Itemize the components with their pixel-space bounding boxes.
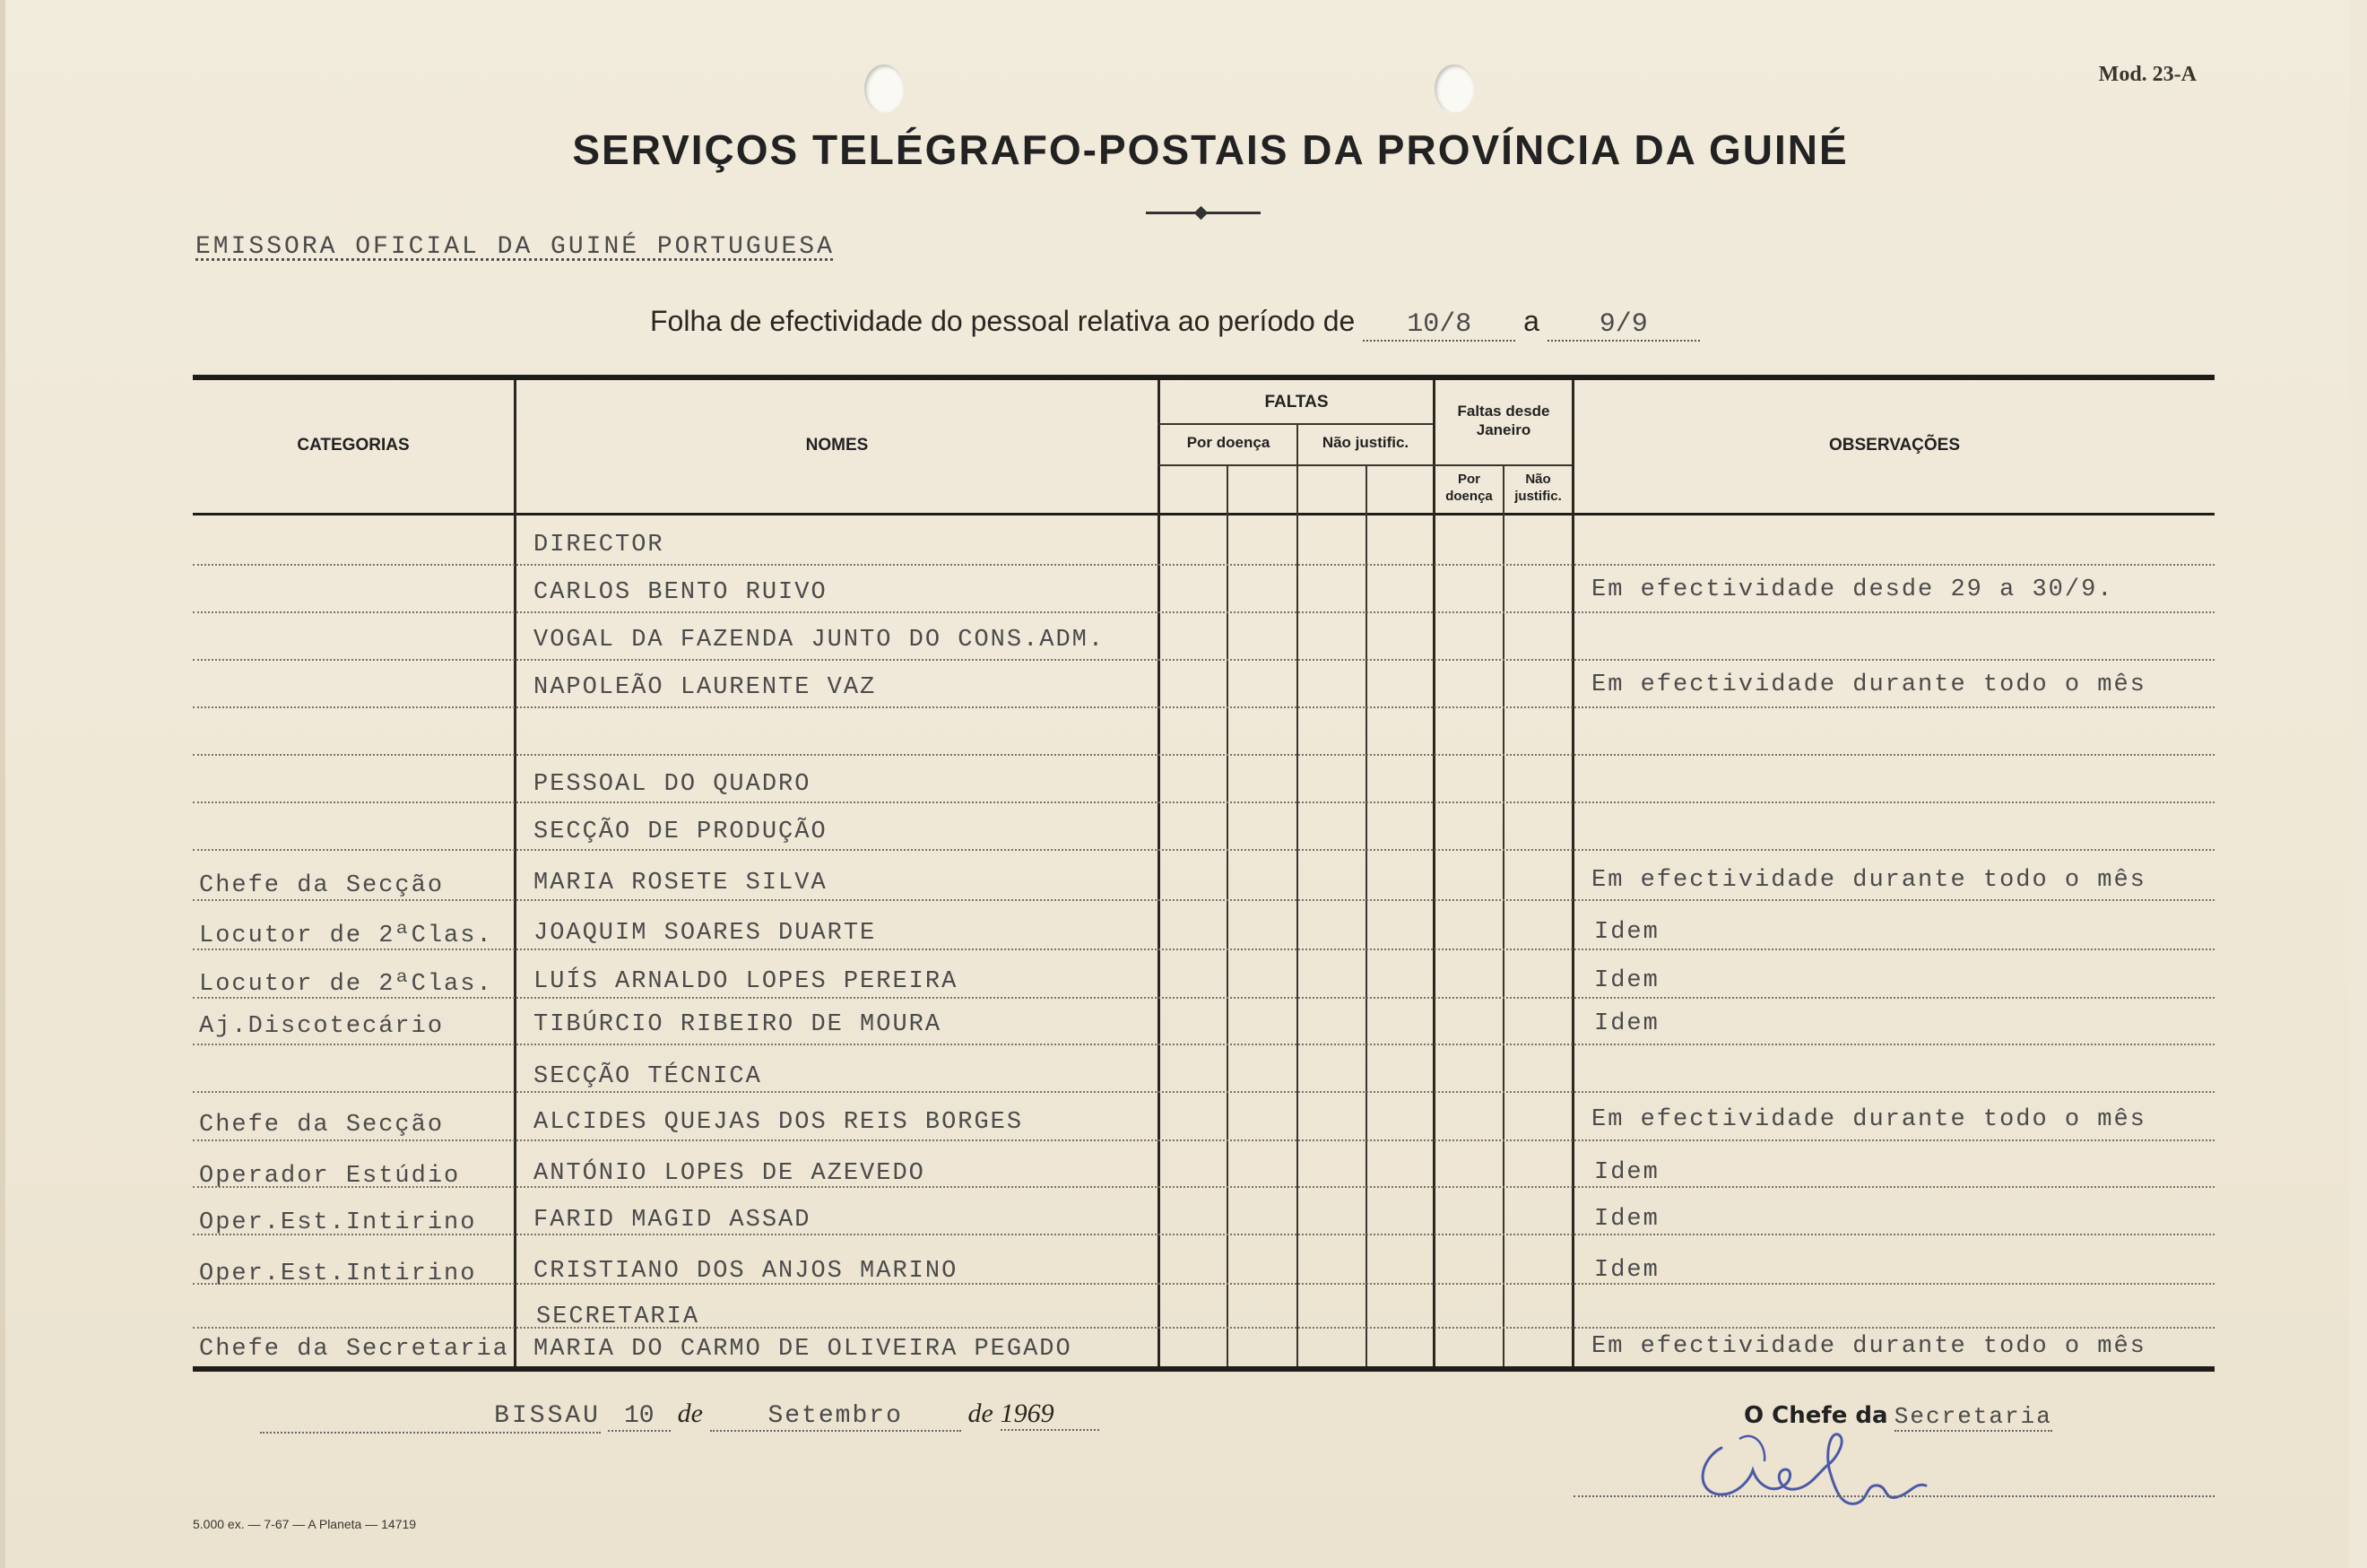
col-divider-janeiro [1572,380,1574,1366]
header-faltas: FALTAS [1264,393,1329,411]
col-divider-categorias [514,380,516,1366]
header-categorias: CATEGORIAS [297,436,410,455]
col-divider-janeiro-mid [1503,466,1504,1366]
row-rule [193,611,2215,613]
row-16-nome: SECRETARIA [536,1304,700,1330]
row-8-categoria: Locutor de 2ªClas. [199,923,493,949]
row-10-obs: Idem [1594,1010,1660,1037]
row-rule [193,1234,2215,1235]
row-rule [193,949,2215,950]
row-rule [193,659,2215,661]
header-jan-nao: Não [1525,472,1551,487]
row-8-obs: Idem [1594,919,1660,946]
row-rule [193,899,2215,901]
row-2-nome: VOGAL DA FAZENDA JUNTO DO CONS.ADM. [533,627,1105,654]
header-faltas-desde-line1: Faltas desde [1457,403,1550,420]
row-15-obs: Idem [1594,1257,1660,1284]
period-line [650,305,1700,342]
col-divider-faltas-a [1227,466,1228,1366]
row-rule [193,1327,2215,1329]
table-top-rule [193,375,2215,380]
header-nomes: NOMES [805,436,869,455]
faltas-sub2-rule [1157,464,1572,466]
col-divider-faltas [1433,380,1435,1366]
period-from: 10/8 [1363,309,1515,342]
row-13-nome: ANTÓNIO LOPES DE AZEVEDO [533,1160,925,1187]
row-1-obs: Em efectividade desde 29 a 30/9. [1591,576,2114,603]
date-line [260,1399,1099,1434]
row-12-obs: Em efectividade durante todo o mês [1591,1106,2146,1133]
title-ornament [1146,212,1261,214]
printer-note: 5.000 ex. — 7-67 — A Planeta — 14719 [193,1517,417,1531]
header-faltas-desde-line2: Janeiro [1476,421,1531,439]
row-17-nome: MARIA DO CARMO DE OLIVEIRA PEGADO [533,1336,1072,1363]
date-de-2: de [967,1399,993,1428]
row-11-nome: SECÇÃO TÉCNICA [533,1063,762,1090]
row-14-nome: FARID MAGID ASSAD [533,1207,811,1234]
row-rule [193,849,2215,851]
row-rule [193,1186,2215,1188]
row-8-nome: JOAQUIM SOARES DUARTE [533,920,877,947]
row-rule [193,754,2215,756]
table-bottom-rule [193,1366,2215,1372]
period-separator: a [1523,305,1539,337]
row-9-obs: Idem [1594,967,1660,994]
row-17-obs: Em efectividade durante todo o mês [1591,1333,2146,1360]
row-rule [193,997,2215,999]
header-jan-por-doenca [1435,472,1503,506]
row-rule [193,801,2215,803]
signature-scribble [1686,1421,1955,1520]
header-jan-por: Por [1457,472,1480,487]
row-10-categoria: Aj.Discotecário [199,1013,445,1040]
row-14-categoria: Oper.Est.Intirino [199,1209,477,1236]
row-rule [193,1091,2215,1093]
date-day: 10 [608,1402,671,1432]
col-divider-faltas-mid [1296,425,1298,1366]
col-divider-faltas-b [1366,466,1367,1366]
signature-line [1574,1495,2215,1497]
date-year: 1969 [1001,1399,1099,1431]
row-17-categoria: Chefe da Secretaria [199,1336,509,1363]
row-7-obs: Em efectividade durante todo o mês [1591,867,2146,894]
header-jan-doenca: doença [1445,488,1493,504]
table-header-rule [193,513,2215,515]
form-code: Mod. 23-A [2098,63,2197,86]
date-place: BISSAU [260,1402,601,1434]
row-rule [193,564,2215,566]
col-divider-nomes [1157,380,1160,1366]
header-jan-justific: justific. [1514,488,1562,504]
row-12-categoria: Chefe da Secção [199,1112,445,1139]
row-9-categoria: Locutor de 2ªClas. [199,971,493,998]
row-10-nome: TIBÚRCIO RIBEIRO DE MOURA [533,1011,942,1038]
date-month: Setembro [710,1402,961,1432]
page-title: SERVIÇOS TELÉGRAFO-POSTAIS DA PROVÍNCIA DA GUINÉ [572,126,1849,173]
row-13-obs: Idem [1594,1159,1660,1186]
header-jan-nao-justific [1504,472,1572,506]
row-rule [193,1139,2215,1141]
period-to: 9/9 [1548,309,1700,342]
row-12-nome: ALCIDES QUEJAS DOS REIS BORGES [533,1109,1024,1136]
row-14-obs: Idem [1594,1206,1660,1233]
row-rule [193,706,2215,708]
row-7-nome: MARIA ROSETE SILVA [533,870,828,897]
punch-hole-left [864,65,904,113]
row-15-categoria: Oper.Est.Intirino [199,1260,477,1287]
row-15-nome: CRISTIANO DOS ANJOS MARINO [533,1258,958,1285]
period-label: Folha de efectividade do pessoal relativa ao período de [650,305,1356,337]
row-9-nome: LUÍS ARNALDO LOPES PEREIRA [533,968,958,995]
row-3-nome: NAPOLEÃO LAURENTE VAZ [533,674,877,701]
station-name: EMISSORA OFICIAL DA GUINÉ PORTUGUESA [195,233,835,261]
row-6-nome: SECÇÃO DE PRODUÇÃO [533,819,828,845]
row-rule [193,1283,2215,1285]
row-7-categoria: Chefe da Secção [199,872,445,899]
signatory-unit: Secretaria [1894,1403,2052,1430]
faltas-subheader-rule [1157,423,1433,425]
row-1-nome: CARLOS BENTO RUIVO [533,579,828,606]
punch-hole-right [1435,65,1474,113]
row-0-nome: DIRECTOR [533,532,664,559]
header-faltas-desde [1435,402,1572,440]
header-por-doenca: Por doença [1186,434,1270,451]
row-3-obs: Em efectividade durante todo o mês [1591,671,2146,698]
header-nao-justific: Não justific. [1322,434,1409,451]
date-de-1: de [677,1399,703,1428]
row-13-categoria: Operador Estúdio [199,1163,461,1190]
header-observacoes: OBSERVAÇÕES [1828,436,1961,455]
row-rule [193,1044,2215,1045]
row-5-nome: PESSOAL DO QUADRO [533,771,811,798]
signatory-label: O Chefe da [1744,1402,1888,1429]
